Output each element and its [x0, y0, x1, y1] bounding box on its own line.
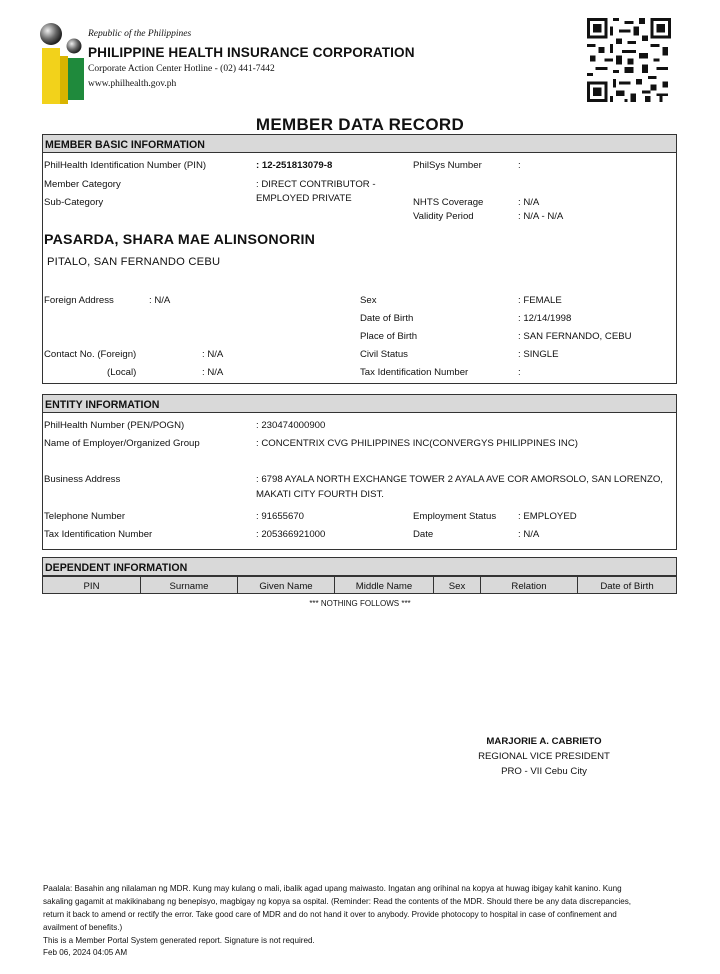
dob-value: : 12/14/1998: [518, 313, 572, 324]
entity-date-value: : N/A: [518, 529, 540, 540]
column-header-sex: Sex: [434, 577, 481, 593]
philsys-label: PhilSys Number: [413, 160, 482, 171]
pob-label: Place of Birth: [360, 331, 418, 342]
footer-reminder-line-4: availment of benefits.): [43, 923, 123, 932]
nhts-label: NHTS Coverage: [413, 197, 484, 208]
contact-foreign-label: Contact No. (Foreign): [44, 349, 137, 360]
foreign-address-value: : N/A: [149, 295, 171, 306]
philsys-value: :: [518, 160, 521, 171]
member-address: PITALO, SAN FERNANDO CEBU: [47, 256, 221, 268]
entity-section-border: [42, 394, 677, 550]
member-tin-value: :: [518, 367, 521, 378]
contact-foreign-value: : N/A: [202, 349, 224, 360]
pin-label: PhilHealth Identification Number (PIN): [44, 160, 207, 171]
column-header-surname: Surname: [141, 577, 238, 593]
civil-status-label: Civil Status: [360, 349, 408, 360]
sub-category-label: Sub-Category: [44, 197, 104, 208]
signatory-name: MARJORIE A. CABRIETO: [486, 736, 602, 747]
philhealth-logo: [38, 20, 88, 106]
dependent-section-header: DEPENDENT INFORMATION: [42, 557, 677, 576]
business-address-label: Business Address: [44, 474, 121, 485]
footer-reminder-line-1: Paalala: Basahin ang nilalaman ng MDR. Kung may kulang o mali, ibalik agad upang maiwasto. Ingatan ang orihinal na kopya at huwag ibigay kahit kanino. Kung: [43, 884, 622, 893]
website-text: www.philhealth.gov.ph: [88, 79, 177, 89]
footer-timestamp: Feb 06, 2024 04:05 AM: [43, 948, 128, 957]
column-header-middle-name: Middle Name: [335, 577, 434, 593]
footer-reminder-line-2: sakaling gagamit at makikinabang ng benepisyo, magbigay ng kopya sa ospital. (Reminder: Read the contents of the MDR. Should there be any data discrepancies,: [43, 897, 632, 906]
document-title: MEMBER DATA RECORD: [255, 115, 465, 134]
validity-label: Validity Period: [413, 211, 474, 222]
footer-generated-note: This is a Member Portal System generated report. Signature is not required.: [43, 936, 315, 945]
member-category-value-2: EMPLOYED PRIVATE: [256, 193, 352, 204]
signatory-office: PRO - VII Cebu City: [501, 766, 587, 777]
dependent-table-header: [42, 576, 677, 594]
employer-value: : CONCENTRIX CVG PHILIPPINES INC(CONVERGYS PHILIPPINES INC): [256, 438, 578, 449]
entity-section-header: ENTITY INFORMATION: [42, 394, 677, 413]
civil-status-value: : SINGLE: [518, 349, 559, 360]
pin-value: : 12-251813079-8: [256, 160, 333, 171]
member-name: PASARDA, SHARA MAE ALINSONORIN: [44, 232, 316, 248]
telephone-label: Telephone Number: [44, 511, 126, 522]
corporation-name: PHILIPPINE HEALTH INSURANCE CORPORATION: [88, 45, 415, 60]
validity-value: : N/A - N/A: [518, 211, 564, 222]
member-category-value: : DIRECT CONTRIBUTOR -: [256, 179, 376, 190]
pen-value: : 230474000900: [256, 420, 326, 431]
member-section-header: MEMBER BASIC INFORMATION: [42, 134, 677, 153]
nhts-value: : N/A: [518, 197, 540, 208]
column-header-date-of-birth: Date of Birth: [600, 581, 654, 592]
pob-value: : SAN FERNANDO, CEBU: [518, 331, 632, 342]
hotline-text: Corporate Action Center Hotline - (02) 441-7442: [88, 64, 275, 74]
business-address-value-2: MAKATI CITY FOURTH DIST.: [256, 489, 384, 500]
foreign-address-label: Foreign Address: [44, 295, 114, 306]
member-tin-label: Tax Identification Number: [360, 367, 469, 378]
sex-value: : FEMALE: [518, 295, 562, 306]
column-header-pin: PIN: [43, 577, 141, 593]
entity-tin-value: : 205366921000: [256, 529, 326, 540]
dob-label: Date of Birth: [360, 313, 414, 324]
telephone-value: : 91655670: [256, 511, 305, 522]
nothing-follows: *** NOTHING FOLLOWS ***: [309, 599, 411, 608]
contact-local-label: (Local): [107, 367, 137, 378]
contact-local-value: : N/A: [202, 367, 224, 378]
employment-status-label: Employment Status: [413, 511, 497, 522]
entity-date-label: Date: [413, 529, 434, 540]
pen-label: PhilHealth Number (PEN/POGN): [44, 420, 185, 431]
signatory-position: REGIONAL VICE PRESIDENT: [478, 751, 610, 762]
business-address-value: : 6798 AYALA NORTH EXCHANGE TOWER 2 AYALA AVE COR AMORSOLO, SAN LORENZO,: [256, 474, 663, 485]
employment-status-value: : EMPLOYED: [518, 511, 577, 522]
sex-label: Sex: [360, 295, 377, 306]
qr-code: [587, 18, 671, 102]
entity-tin-label: Tax Identification Number: [44, 529, 153, 540]
column-header-relation: Relation: [481, 577, 578, 593]
member-category-label: Member Category: [44, 179, 121, 190]
column-header-given-name: Given Name: [238, 577, 335, 593]
employer-label: Name of Employer/Organized Group: [44, 438, 200, 449]
republic-label: Republic of the Philippines: [88, 29, 192, 39]
footer-reminder-line-3: return it back to amend or rectify the error. Take good care of MDR and do not hand it over to anybody. Provide photocopy to hospital in case of confinement and: [43, 910, 617, 919]
